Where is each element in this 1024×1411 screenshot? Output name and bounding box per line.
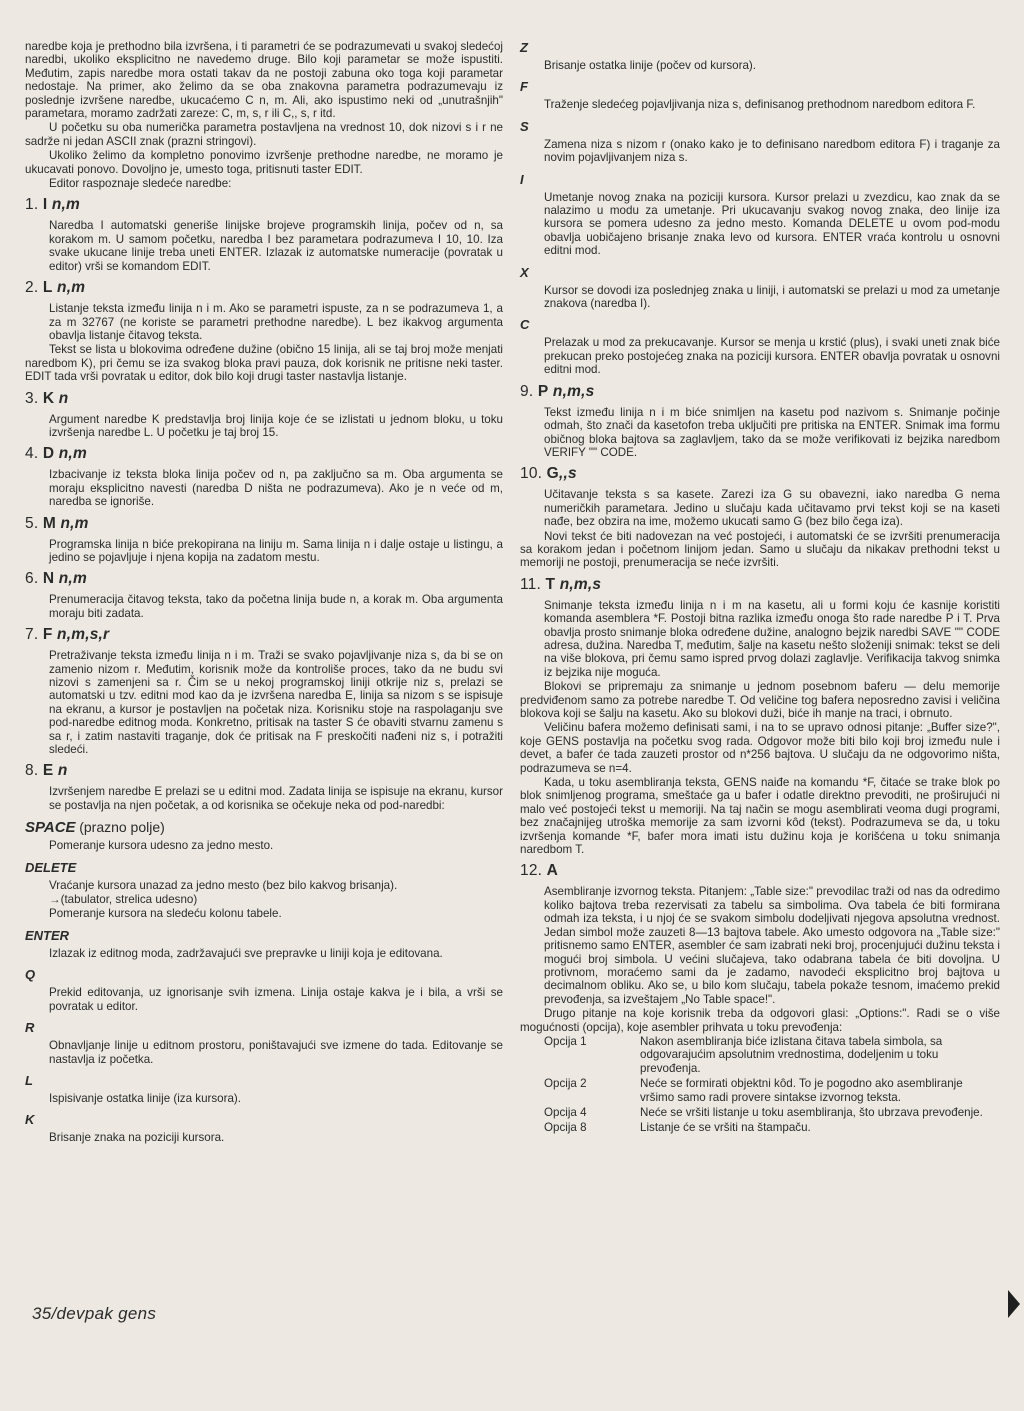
command-description: Listanje teksta između linija n i m. Ako se parametri ispuste, za n se podrazumeva 1, a za m 32767 (ne koriste se parametri prethodne naredbe). L bez ikakvog argumenta obavlja listanje čitavog teksta. (49, 302, 503, 342)
command-description: Argument naredbe K predstavlja broj linija koje će se izlistati u jednom bloku, u toku izvršenja naredbe L. U početku je taj broj 15. (49, 412, 503, 439)
command-description: Asembliranje izvornog teksta. Pitanjem: „Table size:" prevodilac traži od nas da odredimo koliko bajtova treba rezervisati za tabelu sa simbolima. Ova tabela će biti formirana odmah iza teksta, i u njoj će se svakom simbolu dodeljivati njegova apsolutna vrednost. Jedan simbol može zauzeti 8—13 bajtova tabele. Ako umesto odgovora na „Table size:" pritisnemo samo ENTER, asembler će sam izabrati neki broj, procenjujući dužinu teksta i mogući broj simbola. U većini slučajeva, tako odabrana tabela će biti dovoljna. U protivnom, moraćemo sami da je zadamo, navodeći eksplicitno broj bajtova u decimalnom obliku. Ako se, u bilo kom slučaju, tabela pokaže tesnom, imaćemo prekid prevođenja, sa izveštajem „No Table space!". (544, 885, 1000, 1006)
subcommand-key-x: X (520, 264, 529, 280)
command-description: Veličinu bafera možemo definisati sami, i na to se upravo odnosi pitanje: „Buffer size?", koje GENS postavlja na početku svog rada. Odgovor može biti bilo koji broj između nule i devet, a bafer će tada zauzeti prostor od n*256 bajtova. U slučaju da ne odgovorimo ništa, podrazumeva se n=4. (520, 721, 1000, 775)
command-heading-p: 9. P n,m,s (520, 382, 595, 400)
subcommand-description: Izlazak iz editnog moda, zadržavajući sve prepravke u liniji koja je editovana. (49, 946, 443, 960)
command-heading-a: 12. A (520, 862, 559, 880)
command-heading-l: 2. L n,m (25, 279, 86, 297)
command-heading-e: 8. E n (25, 762, 68, 780)
command-heading-i: 1. I n,m (25, 196, 81, 214)
command-description: Tekst između linija n i m biće snimljen na kasetu pod nazivom s. Snimanje počinje odmah, što znači da kasetofon treba uključiti pre pritiska na ENTER. Snimak ima formu običnog bloka bajtova sa zaglavljem, tako da se može verifikovati iz bejzika naredbom VERIFY "" CODE. (544, 405, 1000, 459)
subcommand-key-i: I (520, 171, 524, 187)
option-row: Opcija 8 Listanje će se vršiti na štampaču. (544, 1121, 811, 1135)
command-description: Blokovi se pripremaju za snimanje u jednom posebnom baferu — delu memorije predviđenom samo za potrebe naredbe T. Od veličine tog bafera neposredno zavisi i veličina blokova koji se šalju na kasetu. Ako su blokovi duži, biće ih manje na traci, i obrnuto. (520, 680, 1000, 720)
command-description: Naredba I automatski generiše linijske brojeve programskih linija, počev od n, sa korakom m. U samom početku, naredba I bez parametara podrazumeva I 10, 10. Iza svake ukucane linije treba uneti ENTER. Izlazak iz automatske numeracije (povratak u editor) vrši se komandom EDIT. (49, 219, 503, 273)
subcommand-description: Prekid editovanja, uz ignorisanje svih izmena. Linija ostaje kakva je i bila, a vrši se povratak u editor. (49, 986, 503, 1013)
intro-paragraph: Ukoliko želimo da kompletno ponovimo izvršenje prethodne naredbe, ne moramo je ukucavati ponovo. Dovoljno je, umesto toga, pritisnuti taster EDIT. (25, 149, 503, 176)
command-description: Pretraživanje teksta između linija n i m. Traži se svako pojavljivanje niza s, da bi se on zamenio nizom r. Međutim, korisnik može da kontroliše proces, tako da ne budu svi nizovi s zamenjeni sa r. Čim se u nekoj programskoj liniji otkrije niz s, prelazi se automatski u tzv. editni mod kao da je izvršena naredba E, linija sa nizom s se ispisuje na ekranu, a kursor je postavljen na početak niza. Korisniku stoje na raspolaganju sve pod-naredbe editnog moda. Konkretno, pritisak na taster S će obaviti stvarnu zamenu s sa r, i zatim nastaviti traganje, dok će pritisak na F preskočiti nađeni niz s, i potražiti sledeći. (49, 649, 503, 757)
subcommand-tab-label: →(tabulator, strelica udesno) (49, 893, 198, 907)
command-description: Drugo pitanje na koje korisnik treba da odgovori glasi: „Options:". Radi se o više mogućnosti (opcija), koje asembler prihvata u toku prevođenja: (520, 1007, 1000, 1034)
subcommand-key-c: C (520, 317, 530, 333)
intro-paragraph: naredbe koja je prethodno bila izvršena, i ti parametri će se podrazumevati u svakoj sledećoj naredbi, ukoliko eksplicitno ne navedemo druge. Bilo koji parametar se može ispustiti. Međutim, zapis naredbe mora ostati takav da ne postoji zabuna oko toga koji parametar nedostaje. Na primer, ako želimo da se oba znakovna parametra podrazumevaju iz poslednje izvršene naredbe, ukucaćemo C n, m. Ali, ako ispustimo neki od „unutrašnjih" parametara, moramo zadržati zareze: C, m, s, r ili C,, s, r itd. (25, 40, 503, 121)
command-heading-d: 4. D n,m (25, 445, 87, 463)
subcommand-description: Umetanje novog znaka na poziciji kursora. Kursor prelazi u zvezdicu, kao znak da se nalazimo u modu za umetanje. Pri ukucavanju svakog novog znaka, deo linije iza kursora se pomera udesno za jedno mesto. Komanda DELETE u ovom pod-modu obavlja uobičajeno brisanje znaka levo od kursora. ENTER vraća kontrolu u osnovni editni mod. (544, 190, 1000, 258)
subcommand-key-q: Q (25, 967, 36, 983)
command-description: Novi tekst će biti nadovezan na već postojeći, i automatski će se izvršiti prenumeracija sa korakom jedan i početnom linijom jedan. Samo u slučaju da nikakav prethodni tekst u memoriji ne postoji, prenumeracija se neće izvršiti. (520, 529, 1000, 570)
command-description: Izvršenjem naredbe E prelazi se u editni mod. Zadata linija se ispisuje na ekranu, kursor se postavlja na njen početak, a od korisnika se očekuje neka od pod-naredbi: (49, 785, 503, 812)
continue-arrow-icon (1008, 1290, 1020, 1318)
subcommand-description: Brisanje ostatka linije (počev od kursora). (544, 59, 757, 72)
subcommand-description: Ispisivanje ostatka linije (iza kursora). (49, 1091, 242, 1105)
subcommand-description: Obnavljanje linije u editnom prostoru, poništavajući sve izmene do tada. Editovanje se nastavlja iz početka. (49, 1039, 503, 1066)
intro-paragraph: U početku su oba numerička parametra postavljena na vrednost 10, dok nizovi s i r ne sadrže ni jedan ASCII znak (prazni stringovi). (25, 121, 503, 148)
intro-paragraph: Editor raspoznaje sledeće naredbe: (49, 177, 232, 191)
command-description: Prenumeracija čitavog teksta, tako da početna linija bude n, a korak m. Oba argumenta moraju biti zadata. (49, 593, 503, 620)
subcommand-description: Traženje sledećeg pojavljivanja niza s, definisanog prethodnom naredbom editora F. (544, 98, 976, 112)
option-row: Opcija 2 Neće se formirati objektni kôd. To je pogodno ako asembliranje vršimo samo radi provere sintakse izvornog teksta. (544, 1077, 963, 1104)
page-footer: 35/devpak gens (32, 1304, 157, 1323)
subcommand-key-space: SPACE (prazno polje) (25, 819, 165, 837)
subcommand-key-f: F (520, 79, 528, 95)
subcommand-description: Pomeranje kursora udesno za jedno mesto. (49, 839, 274, 853)
subcommand-key-k: K (25, 1112, 35, 1128)
subcommand-key-l: L (25, 1072, 33, 1088)
command-description: Kada, u toku asembliranja teksta, GENS naiđe na komandu *F, čitaće se trake blok po blok snimljenog programa, smeštaće ga u bafer i odatle direktno prevoditi, ne proširujući ni malo već postojeći tekst u memoriji. Na taj način se mogu asemblirati veoma dugi programi, bez značajnijeg utroška memorije za sam izvorni kôd (tekst). Podrazumeva se da, u toku izvršenja komande *F, bafer mora imati istu dužinu koja je korišćena u toku snimanja naredbom T. (520, 776, 1000, 857)
left-column (25, 40, 503, 1146)
subcommand-description: Prelazak u mod za prekucavanje. Kursor se menja u krstić (plus), i svaki uneti znak biće prekucan preko postojećeg znaka na poziciji kursora. ENTER obavlja povratak u osnovni editni mod. (544, 336, 1000, 377)
subcommand-description: Kursor se dovodi iza poslednjeg znaka u liniji, i automatski se prelazi u mod za umetanje znakova (naredba I). (544, 283, 1000, 311)
right-column (520, 40, 1000, 1137)
command-description: Programska linija n biće prekopirana na liniju m. Sama linija n i dalje ostaje u listingu, a jedino se pojavljuje i njena kopija na zadatom mestu. (49, 537, 503, 564)
command-heading-t: 11. T n,m,s (520, 575, 602, 593)
subcommand-key-s: S (520, 118, 529, 134)
command-heading-f: 7. F n,m,s,r (25, 626, 110, 644)
command-heading-m: 5. M n,m (25, 514, 89, 532)
subcommand-key-delete: DELETE (25, 859, 77, 875)
subcommand-key-r: R (25, 1020, 35, 1036)
subcommand-key-enter: ENTER (25, 927, 70, 943)
command-description: Tekst se lista u blokovima određene dužine (obično 15 linija, ali se taj broj može menjati naredbom K), pri čemu se iza svakog bloka pravi pauza, dok korisnik ne pritisne neki taster. EDIT tada vrši povratak u editor, dok bilo koji drugi taster nastavlja listanje. (25, 343, 503, 384)
option-row: Opcija 1 Nakon asembliranja biće izlistana čitava tabela simbola, sa odgovarajućim apsolutnim vrednostima, dodeljenim u toku prevođenja. (544, 1034, 943, 1075)
command-description: Izbacivanje iz teksta bloka linija počev od n, pa zaključno sa m. Oba argumenta se moraju eksplicitno navesti (naredba D ništa ne podrazumeva). Ako je n veće od m, naredba se ignoriše. (49, 468, 503, 509)
subcommand-description: Pomeranje kursora na sledeću kolonu tabele. (49, 907, 282, 921)
subcommand-description: Vraćanje kursora unazad za jedno mesto (bez bilo kakvog brisanja). (49, 878, 398, 892)
command-description: Snimanje teksta između linija n i m na kasetu, ali u formi koju će kasnije koristiti komanda asemblera *F. Postoji bitna razlika između onoga što rade naredbe P i T. Prva obavlja prosto snimanje bloka određene dužine, analogno bejzik naredbi SAVE "" CODE adresa, dužina. Naredba T, međutim, šalje na kasetu nešto složeniji snimak: tekst se deli na više blokova, pri čemu samo ispred prvog dolazi zaglavlje. Verifikacija takvog snimka iz bejzika nije moguća. (544, 598, 1000, 679)
command-heading-k: 3. K n (25, 389, 69, 407)
subcommand-description: Brisanje znaka na poziciji kursora. (49, 1131, 225, 1145)
command-heading-n: 6. N n,m (25, 570, 87, 588)
subcommand-key-z: Z (520, 40, 528, 55)
option-row: Opcija 4 Neće se vršiti listanje u toku asembliranja, što ubrzava prevođenje. (544, 1105, 983, 1119)
command-description: Učitavanje teksta s sa kasete. Zarezi iza G su obavezni, iako naredba G nema numeričkih parametara. Jedino u slučaju kada učitavamo prvi tekst koji se na kaseti nađe, bez obzira na ime, možemo ukucati samo G (bez bilo čega iza). (544, 488, 1000, 529)
command-heading-g: 10. G,,s (520, 465, 577, 483)
subcommand-description: Zamena niza s nizom r (onako kako je to definisano naredbom editora F) i traganje za novim pojavljivanjem niza s. (544, 137, 1000, 165)
